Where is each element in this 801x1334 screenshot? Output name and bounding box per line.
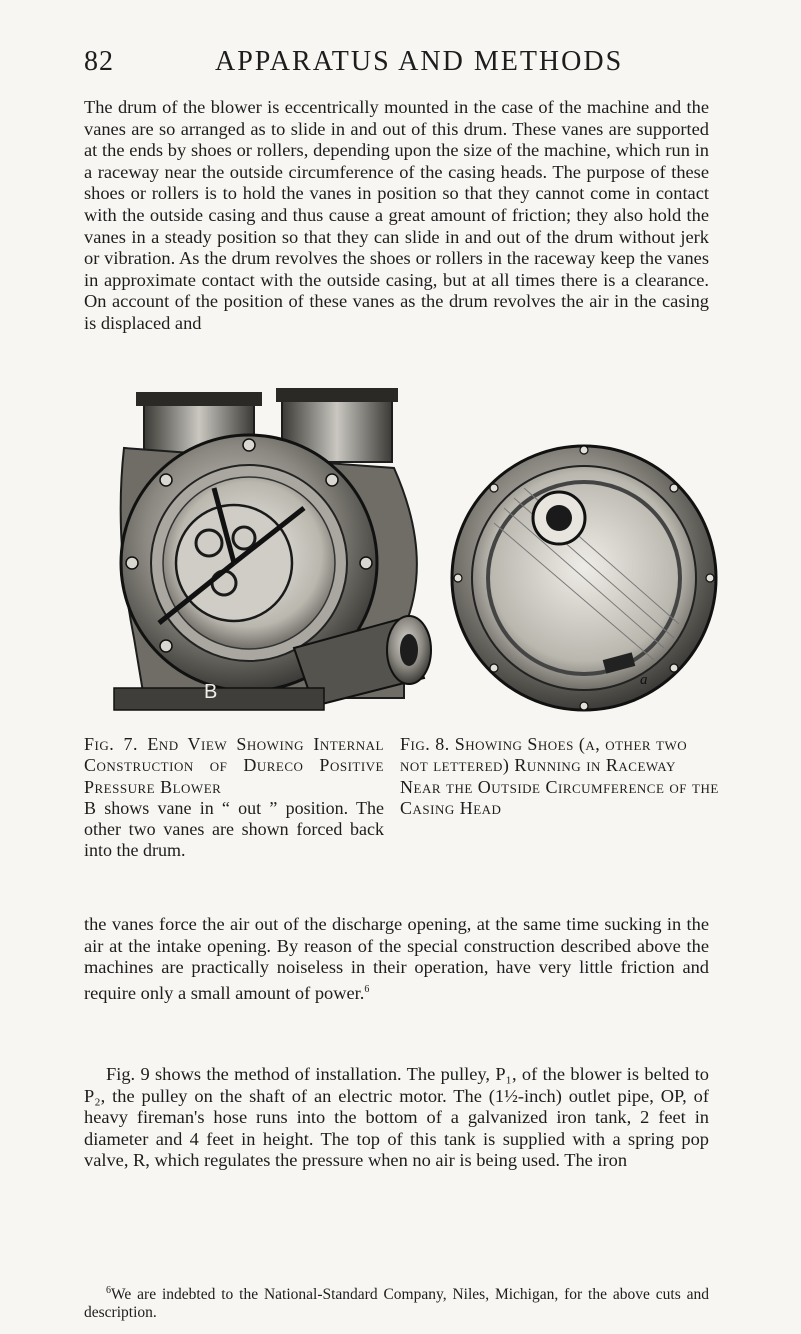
fig8-casing-head [452, 446, 716, 710]
footnote-mark: 6 [106, 1285, 111, 1296]
body-paragraph-1: The drum of the blower is eccentrically mounted in the case of the machine and the vanes are so arranged as to slide in and out of this drum. These vanes are supported at the ends by shoes or rollers, depending upon the size of the machine, which run in a raceway near the outside circumference of the casing heads. The purpose of these shoes or rollers is to hold the vanes in position so that they cannot come in contact with the outside casing and thus cause a great amount of friction; they also hold the vanes in a steady position so that they can slide in and out of the drum without jerk or vibration. As the drum revolves the shoes or rollers in the raceway keep the vanes in approximate contact with the outside casing, but at all times there is a clearance. On account of the position of these vanes as the drum revolves the air in the casing is displaced and [84, 97, 709, 333]
footnote [84, 1282, 709, 1322]
figure-8-caption [400, 734, 720, 819]
figure-7-title: Fig. 7. End View Showing Internal Construction of Dureco Positive Pressure Blower [84, 734, 384, 797]
label-a: a [640, 672, 648, 688]
footnote-reference: 6 [364, 983, 370, 995]
body-paragraph-3: Fig. 9 shows the method of installation. The pulley, P₁, of the blower is belted to P₂, the pulley on the shaft of an electric motor. The (1½-inch) outlet pipe, OP, of heavy fireman's hose runs into the bottom of a galvanized iron tank, 2 feet in diameter and 4 feet in height. The top of this tank is supplied with a spring pop valve, R, which regulates the pressure when no air is being used. The iron [84, 1064, 709, 1171]
body-paragraph-2-text: the vanes force the air out of the discharge opening, at the same time sucking in the air at the intake opening. By reason of the special construction described above the machines are practically noiseless in their operation, have very little friction and require only a small amount of power. [84, 914, 709, 1003]
blower-figure [104, 388, 718, 718]
page-header [0, 46, 801, 86]
fig7-blower [114, 388, 431, 710]
footnote-text: We are indebted to the National-Standard Company, Niles, Michigan, for the above cuts and description. [84, 1286, 709, 1322]
label-b: B [204, 681, 218, 703]
blower-illustration [104, 388, 718, 718]
figure-7-caption [84, 734, 384, 862]
body-paragraph-2 [84, 914, 709, 1005]
page-number: 82 [84, 46, 114, 77]
figure-7-description: B shows vane in “ out ” position. The other two vanes are shown forced back into the drum. [84, 797, 384, 861]
running-head: APPARATUS AND METHODS [215, 46, 624, 77]
figure-8-title: Fig. 8. Showing Shoes (a, other two not lettered) Running in Raceway Near the Outside Circumference of the Casing Head [400, 734, 719, 818]
